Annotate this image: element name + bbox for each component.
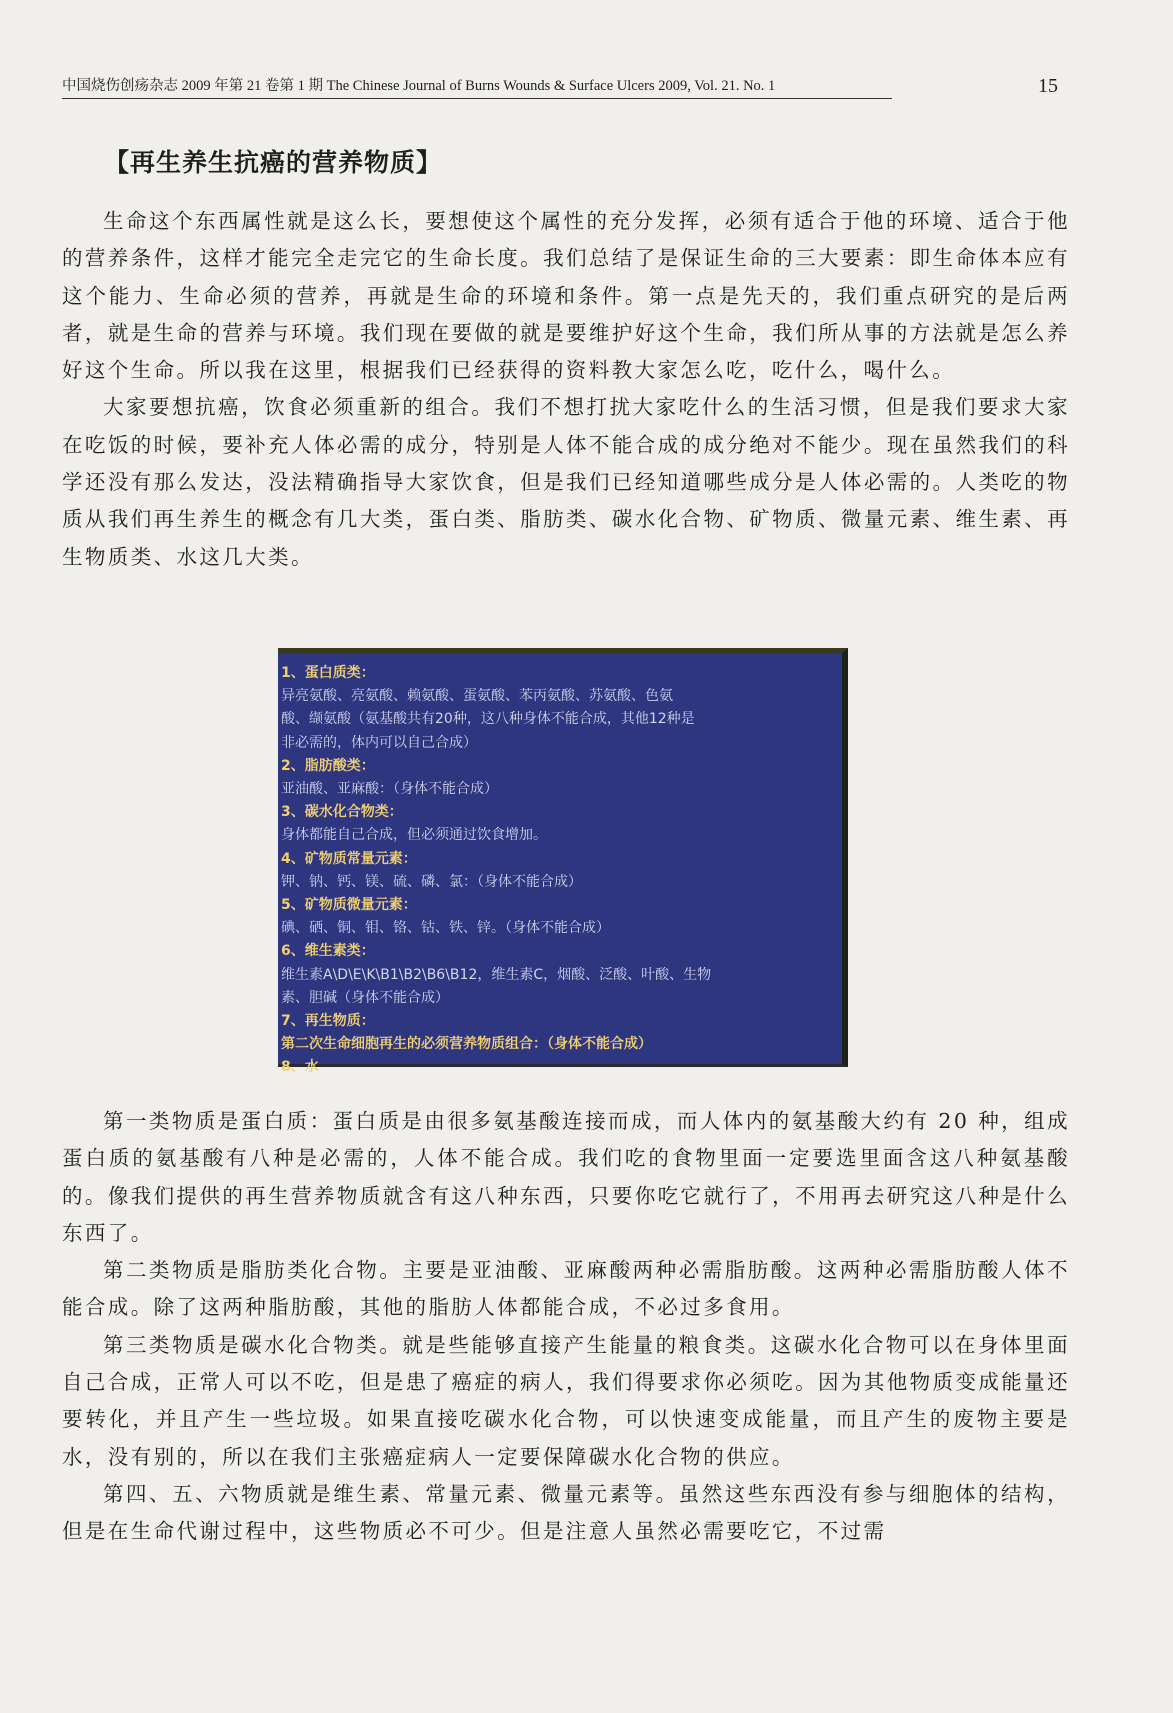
figure-heading-line: 3、碳水化合物类： bbox=[281, 804, 403, 821]
paragraph: 生命这个东西属性就是这么长，要想使这个属性的充分发挥，必须有适合于他的环境、适合于他的营养条件，这样才能完全走完它的生命长度。我们总结了是保证生命的三大要素：即生命体本应有这个能力、生命必须的营养，再就是生命的环境和条件。第一点是先天的，我们重点研究的是后两者，就是生命的营养与环境。我们现在要做的就是要维护好这个生命，我们所从事的方法就是怎么养好这个生命。所以我在这里，根据我们已经获得的资料教大家怎么吃，吃什么，喝什么。 bbox=[62, 209, 1070, 383]
body-text-bottom bbox=[62, 1103, 1070, 1551]
running-header: 中国烧伤创疡杂志 2009 年第 21 卷第 1 期 The Chinese Journal of Burns Wounds & Surface Ulcers 2009, Vol. 21. No. 1 bbox=[62, 74, 892, 99]
page-number: 15 bbox=[1038, 75, 1058, 97]
figure-heading-line: 7、再生物质： bbox=[281, 1013, 375, 1030]
figure-heading-line: 4、矿物质常量元素： bbox=[281, 850, 417, 867]
figure-text-line: 身体都能自己合成，但必须通过饮食增加。 bbox=[281, 827, 547, 844]
paragraph: 大家要想抗癌，饮食必须重新的组合。我们不想打扰大家吃什么的生活习惯，但是我们要求大家在吃饭的时候，要补充人体必需的成分，特别是人体不能合成的成分绝对不能少。现在虽然我们的科学还没有那么发达，没法精确指导大家饮食，但是我们已经知道哪些成分是人体必需的。人类吃的物质从我们再生养生的概念有几大类，蛋白类、脂肪类、碳水化合物、矿物质、微量元素、维生素、再生物质类、水这几大类。 bbox=[62, 395, 1070, 569]
figure-heading-line: 2、脂肪酸类： bbox=[281, 757, 375, 774]
nutrient-slide-figure bbox=[278, 648, 848, 1076]
paragraph: 第三类物质是碳水化合物类。就是些能够直接产生能量的粮食类。这碳水化合物可以在身体里面自己合成，正常人可以不吃，但是患了癌症的病人，我们得要求你必须吃。因为其他物质变成能量还要转化，并且产生一些垃圾。如果直接吃碳水化合物，可以快速变成能量，而且产生的废物主要是水，没有别的，所以在我们主张癌症病人一定要保障碳水化合物的供应。 bbox=[62, 1332, 1070, 1469]
figure-heading-line: 5、矿物质微量元素： bbox=[281, 897, 417, 914]
figure-text-line: 异亮氨酸、亮氨酸、赖氨酸、蛋氨酸、苯丙氨酸、苏氨酸、色氨 bbox=[281, 688, 673, 705]
figure-text-line: 酸、缬氨酸（氨基酸共有20种，这八种身体不能合成，其他12种是 bbox=[281, 711, 695, 728]
figure-text-line: 钾、钠、钙、镁、硫、磷、氯：（身体不能合成） bbox=[281, 873, 582, 890]
figure-text-line: 亚油酸、亚麻酸：（身体不能合成） bbox=[281, 781, 498, 798]
section-title: 【再生养生抗癌的营养物质】 bbox=[104, 148, 443, 177]
figure-text-line: 非必需的，体内可以自己合成） bbox=[281, 734, 477, 751]
body-text-top bbox=[62, 203, 1070, 576]
paragraph: 第四、五、六物质就是维生素、常量元素、微量元素等。虽然这些东西没有参与细胞体的结构，但是在生命代谢过程中，这些物质必不可少。但是注意人虽然必需要吃它，不过需 bbox=[62, 1481, 1070, 1544]
figure-heading-line: 8、水 bbox=[281, 1059, 319, 1076]
figure-text-line: 碘、硒、铜、钼、铬、钴、铁、锌。（身体不能合成） bbox=[281, 920, 610, 937]
figure-heading-line: 6、维生素类： bbox=[281, 943, 375, 960]
figure-heading-line: 第二次生命细胞再生的必须营养物质组合：（身体不能合成） bbox=[281, 1036, 652, 1053]
figure-heading-line: 1、蛋白质类： bbox=[281, 665, 375, 681]
paragraph: 第一类物质是蛋白质：蛋白质是由很多氨基酸连接而成，而人体内的氨基酸大约有 20 种，组成蛋白质的氨基酸有八种是必需的，人体不能合成。我们吃的食物里面一定要选里面含这八种氨基酸的。像我们提供的再生营养物质就含有这八种东西，只要你吃它就行了，不用再去研究这八种是什么东西了。 bbox=[62, 1109, 1070, 1245]
figure-text-line: 素、胆碱（身体不能合成） bbox=[281, 989, 449, 1006]
figure-text-line: 维生素A\D\E\K\B1\B2\B6\B12，维生素C，烟酸、泛酸、叶酸、生物 bbox=[281, 966, 712, 983]
paragraph: 第二类物质是脂肪类化合物。主要是亚油酸、亚麻酸两种必需脂肪酸。这两种必需脂肪酸人体不能合成。除了这两种脂肪酸，其他的脂肪人体都能合成，不必过多食用。 bbox=[62, 1258, 1070, 1320]
